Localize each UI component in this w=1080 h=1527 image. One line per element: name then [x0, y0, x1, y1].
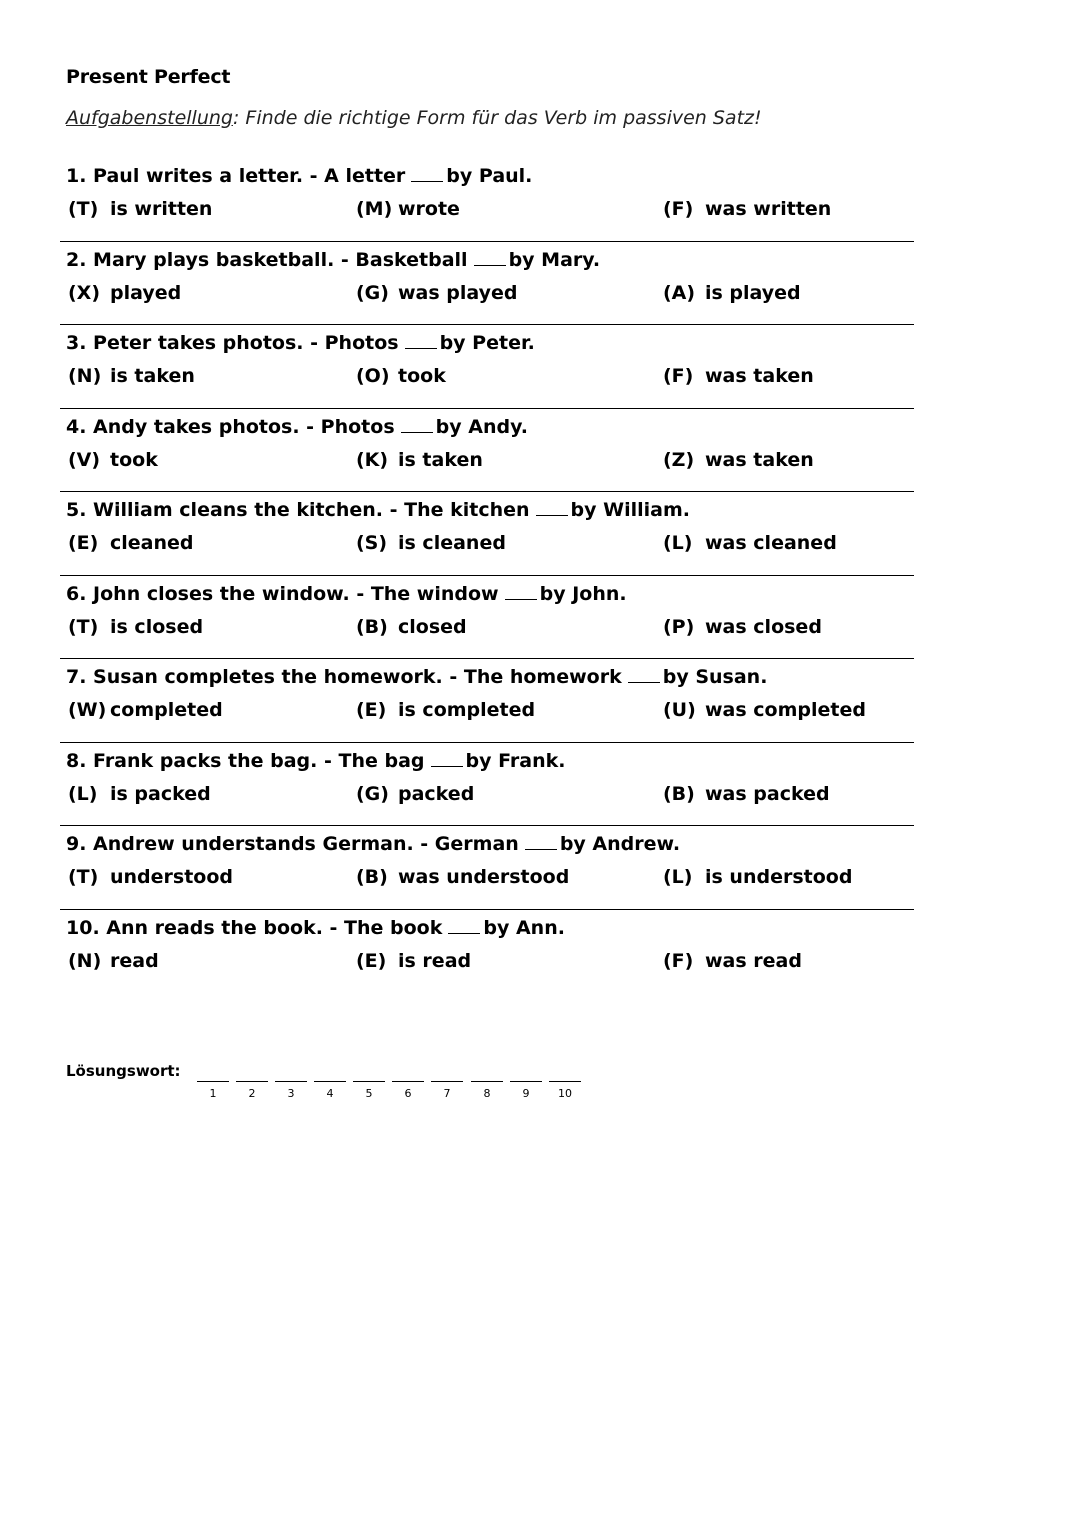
question-sentence [66, 165, 532, 187]
answer-blank [505, 584, 537, 600]
sentence-start: 2. Mary plays basketball. - Basketball [66, 248, 468, 271]
option-text: wrote [398, 198, 460, 220]
question-3 [60, 325, 914, 409]
option-key: (E) [356, 949, 387, 972]
answer-blank [401, 417, 433, 433]
option-text: was taken [705, 365, 814, 387]
question-10 [60, 910, 914, 994]
question-1 [60, 158, 914, 242]
slot-number: 3 [287, 1087, 295, 1100]
solution-line [549, 1081, 581, 1082]
question-sentence [66, 416, 528, 438]
option-key: (B) [356, 866, 388, 888]
answer-blank [448, 918, 480, 934]
question-sentence [66, 249, 600, 271]
option-2 [356, 950, 471, 972]
option-3 [663, 449, 814, 471]
solution-slot-3 [275, 1081, 307, 1107]
option-text: played [110, 281, 182, 304]
sentence-end: by Susan. [662, 666, 768, 688]
sentence-end: by Peter. [439, 332, 535, 354]
solution-line [353, 1081, 385, 1082]
option-3 [663, 783, 830, 805]
option-key: (B) [356, 615, 388, 638]
slot-number: 9 [522, 1087, 530, 1100]
option-key: (T) [68, 198, 99, 220]
slot-number: 8 [483, 1087, 491, 1100]
solution-line [236, 1081, 268, 1082]
option-key: (F) [663, 949, 694, 972]
solution-slot-7 [431, 1081, 463, 1107]
question-sentence [66, 332, 535, 354]
option-2 [356, 449, 483, 471]
question-6 [60, 576, 914, 660]
question-sentence [66, 666, 767, 688]
option-3 [663, 282, 801, 304]
option-2 [356, 282, 518, 304]
option-text: was completed [705, 699, 866, 721]
option-2 [356, 198, 460, 220]
question-2 [60, 242, 914, 326]
option-1 [68, 532, 194, 554]
option-text: is understood [705, 866, 853, 888]
sentence-end: by Mary. [508, 248, 601, 271]
option-1 [68, 783, 211, 805]
sentence-start: 6. John closes the window. - The window [66, 582, 499, 605]
sentence-start: 1. Paul writes a letter. - A letter [66, 165, 406, 187]
slot-number: 10 [558, 1087, 572, 1100]
question-sentence [66, 750, 565, 772]
option-key: (E) [68, 532, 99, 554]
option-text: read [110, 949, 159, 972]
slot-number: 4 [326, 1087, 334, 1100]
option-text: took [110, 448, 158, 471]
option-1 [68, 198, 212, 220]
option-text: was written [705, 198, 832, 220]
answer-blank [411, 166, 443, 182]
option-text: completed [110, 699, 223, 721]
instruction-label: Aufgabenstellung [66, 107, 233, 129]
question-9 [60, 826, 914, 910]
question-sentence [66, 583, 627, 605]
instruction-text: Finde die richtige Form für das Verb im passiven Satz! [239, 107, 762, 129]
option-key: (P) [663, 615, 695, 638]
option-key: (T) [68, 866, 99, 888]
option-key: (S) [356, 532, 388, 554]
option-key: (L) [663, 866, 693, 888]
option-key: (K) [356, 448, 389, 471]
slot-number: 7 [443, 1087, 451, 1100]
solution-line [431, 1081, 463, 1082]
option-key: (F) [663, 198, 694, 220]
option-key: (E) [356, 699, 387, 721]
option-key: (T) [68, 615, 99, 638]
answer-blank [628, 667, 660, 683]
option-text: was closed [705, 615, 822, 638]
solution-line [197, 1081, 229, 1082]
solution-slot-5 [353, 1081, 385, 1107]
sentence-start: 5. William cleans the kitchen. - The kitchen [66, 499, 530, 521]
solution-slot-1 [197, 1081, 229, 1107]
option-2 [356, 783, 474, 805]
option-text: is played [705, 281, 801, 304]
option-text: is taken [110, 365, 195, 387]
option-1 [68, 616, 203, 638]
option-text: is completed [398, 699, 536, 721]
question-sentence [66, 917, 565, 939]
option-text: was taken [705, 448, 814, 471]
question-list [60, 158, 914, 993]
option-2 [356, 365, 446, 387]
question-4 [60, 409, 914, 493]
solution-word-label: Lösungswort: [66, 1062, 181, 1080]
sentence-end: by William. [570, 499, 690, 521]
solution-slot-10 [549, 1081, 581, 1107]
option-text: was played [398, 281, 518, 304]
option-text: closed [398, 615, 467, 638]
sentence-end: by Ann. [483, 916, 565, 939]
solution-line [392, 1081, 424, 1082]
sentence-end: by Frank. [465, 749, 566, 772]
question-sentence [66, 499, 690, 521]
option-text: was cleaned [705, 532, 837, 554]
instruction [66, 107, 762, 129]
option-text: took [398, 365, 446, 387]
option-3 [663, 365, 814, 387]
answer-blank [536, 500, 568, 516]
sentence-start: 10. Ann reads the book. - The book [66, 916, 443, 939]
answer-blank [405, 333, 437, 349]
page-title: Present Perfect [66, 66, 231, 88]
option-3 [663, 950, 802, 972]
option-3 [663, 616, 822, 638]
option-key: (G) [356, 782, 389, 805]
slot-number: 6 [404, 1087, 412, 1100]
option-key: (Z) [663, 448, 695, 471]
option-key: (X) [68, 281, 101, 304]
option-1 [68, 449, 158, 471]
answer-blank [525, 834, 557, 850]
sentence-end: by John. [539, 582, 627, 605]
option-key: (N) [68, 365, 102, 387]
option-1 [68, 950, 159, 972]
solution-slot-6 [392, 1081, 424, 1107]
option-key: (U) [663, 699, 696, 721]
answer-blank [474, 250, 506, 266]
answer-blank [431, 751, 463, 767]
question-8 [60, 743, 914, 827]
instruction-separator: : [232, 107, 240, 129]
option-key: (B) [663, 782, 695, 805]
solution-slot-8 [471, 1081, 503, 1107]
sentence-start: 7. Susan completes the homework. - The homework [66, 666, 622, 688]
option-key: (V) [68, 448, 101, 471]
option-key: (A) [663, 281, 696, 304]
sentence-start: 3. Peter takes photos. - Photos [66, 332, 399, 354]
option-text: is read [398, 949, 472, 972]
option-text: is cleaned [398, 532, 506, 554]
option-text: is closed [110, 615, 204, 638]
option-text: is packed [110, 782, 211, 805]
sentence-end: by Andy. [435, 415, 528, 438]
option-3 [663, 198, 831, 220]
option-key: (M) [356, 198, 393, 220]
option-2 [356, 616, 467, 638]
option-key: (O) [356, 365, 390, 387]
slot-number: 5 [365, 1087, 373, 1100]
option-1 [68, 282, 181, 304]
option-text: was understood [398, 866, 570, 888]
option-key: (F) [663, 365, 694, 387]
solution-slot-4 [314, 1081, 346, 1107]
question-7 [60, 659, 914, 743]
option-2 [356, 866, 569, 888]
sentence-start: 9. Andrew understands German. - German [66, 833, 519, 855]
option-text: was read [705, 949, 802, 972]
question-5 [60, 492, 914, 576]
sentence-end: by Paul. [446, 165, 533, 187]
solution-line [275, 1081, 307, 1082]
option-text: cleaned [110, 532, 194, 554]
option-2 [356, 532, 506, 554]
option-3 [663, 699, 866, 721]
option-1 [68, 699, 223, 721]
option-1 [68, 866, 233, 888]
solution-slot-2 [236, 1081, 268, 1107]
solution-slot-9 [510, 1081, 542, 1107]
option-3 [663, 866, 852, 888]
option-3 [663, 532, 837, 554]
option-text: was packed [705, 782, 830, 805]
solution-line [510, 1081, 542, 1082]
option-text: is written [110, 198, 213, 220]
option-key: (N) [68, 949, 102, 972]
option-key: (L) [663, 532, 693, 554]
option-text: understood [110, 866, 234, 888]
option-1 [68, 365, 195, 387]
sentence-start: 4. Andy takes photos. - Photos [66, 415, 395, 438]
sentence-end: by Andrew. [559, 833, 681, 855]
option-text: is taken [398, 448, 483, 471]
option-text: packed [398, 782, 475, 805]
solution-line [314, 1081, 346, 1082]
option-key: (W) [68, 699, 107, 721]
option-key: (L) [68, 782, 98, 805]
solution-line [471, 1081, 503, 1082]
sentence-start: 8. Frank packs the bag. - The bag [66, 749, 425, 772]
option-2 [356, 699, 535, 721]
option-key: (G) [356, 281, 389, 304]
slot-number: 2 [248, 1087, 256, 1100]
slot-number: 1 [209, 1087, 217, 1100]
question-sentence [66, 833, 680, 855]
